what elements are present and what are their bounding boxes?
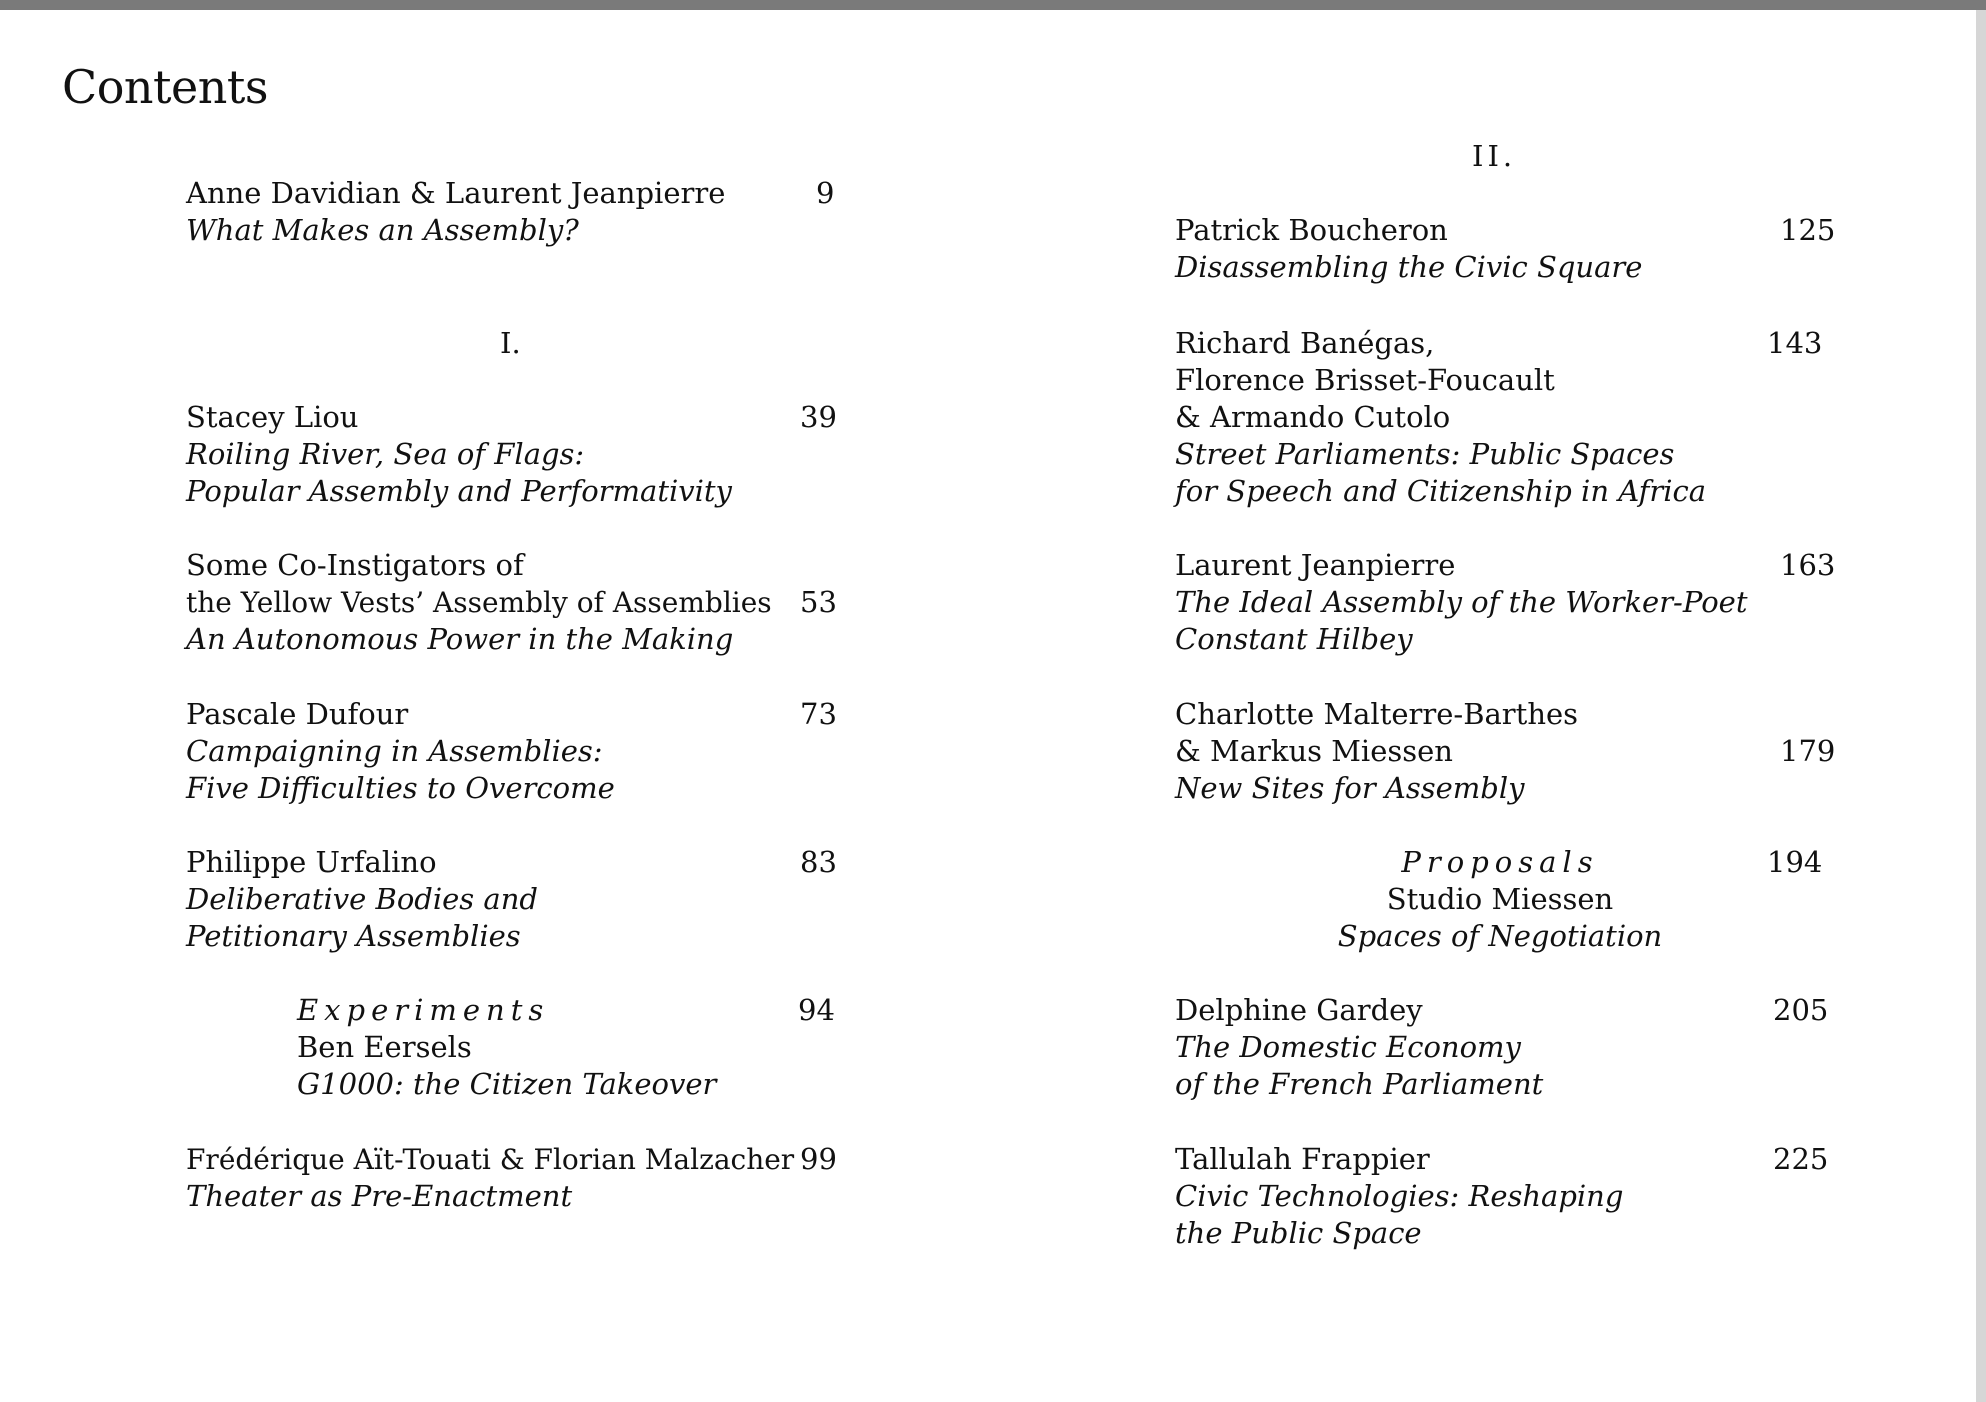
toc-page-number: 94 <box>798 993 835 1027</box>
toc-page-number: 73 <box>800 697 837 731</box>
toc-page-number: 125 <box>1780 213 1836 247</box>
toc-title: Campaigning in Assemblies: <box>186 734 603 768</box>
toc-author: Anne Davidian & Laurent Jeanpierre <box>186 176 726 210</box>
toc-title: The Ideal Assembly of the Worker-Poet <box>1175 585 1748 619</box>
toc-title: Street Parliaments: Public Spaces <box>1175 437 1675 471</box>
toc-entry-liou <box>186 399 732 510</box>
toc-title: the Public Space <box>1175 1216 1422 1250</box>
toc-title: G1000: the Citizen Takeover <box>297 1067 717 1101</box>
toc-title: Constant Hilbey <box>1175 622 1413 656</box>
toc-entry-yellow-vests <box>186 547 772 658</box>
proposals-label: Proposals <box>1401 845 1599 879</box>
toc-entry-intro <box>186 175 725 249</box>
toc-author: Studio Miessen <box>1386 882 1614 916</box>
toc-entry-boucheron <box>1175 212 1642 286</box>
document-page <box>0 10 1976 1402</box>
toc-title: Popular Assembly and Performativity <box>186 474 732 508</box>
toc-entry-frappier <box>1175 1141 1623 1252</box>
section-label-i: I. <box>500 326 521 360</box>
toc-entry-gardey <box>1175 992 1543 1103</box>
toc-title: of the French Parliament <box>1175 1067 1544 1101</box>
page-title: Contents <box>62 60 268 114</box>
toc-author: Tallulah Frappier <box>1175 1142 1430 1176</box>
toc-author: & Markus Miessen <box>1175 734 1453 768</box>
toc-author: & Armando Cutolo <box>1175 400 1451 434</box>
toc-entry-jeanpierre <box>1175 547 1747 658</box>
toc-page-number: 143 <box>1767 326 1823 360</box>
toc-page-number: 194 <box>1767 845 1823 879</box>
toc-title: for Speech and Citizenship in Africa <box>1175 474 1707 508</box>
toc-page-number: 83 <box>800 845 837 879</box>
toc-author: Laurent Jeanpierre <box>1175 548 1456 582</box>
toc-page-number: 163 <box>1780 548 1836 582</box>
toc-author: Charlotte Malterre-Barthes <box>1175 697 1579 731</box>
toc-page-number: 39 <box>800 400 837 434</box>
toc-title: New Sites for Assembly <box>1175 771 1525 805</box>
toc-entry-dufour <box>186 696 615 807</box>
toc-author: Delphine Gardey <box>1175 993 1423 1027</box>
toc-title: Disassembling the Civic Square <box>1175 250 1643 284</box>
toc-author: Some Co-Instigators of <box>186 548 524 582</box>
toc-title: Petitionary Assemblies <box>186 919 521 953</box>
toc-author: Pascale Dufour <box>186 697 409 731</box>
toc-entry-ait-touati <box>186 1141 794 1215</box>
toc-page-number: 225 <box>1773 1142 1829 1176</box>
toc-author: Patrick Boucheron <box>1175 213 1448 247</box>
toc-title: Theater as Pre-Enactment <box>186 1179 573 1213</box>
toc-entry-experiments <box>297 992 716 1103</box>
toc-author: the Yellow Vests’ Assembly of Assemblies <box>186 586 772 619</box>
toc-author: Stacey Liou <box>186 400 359 434</box>
toc-author: Frédérique Aït-Touati & Florian Malzacher <box>186 1143 795 1176</box>
toc-author: Ben Eersels <box>297 1030 472 1064</box>
toc-author: Florence Brisset-Foucault <box>1175 363 1555 397</box>
experiments-label: Experiments <box>297 993 550 1027</box>
toc-page-number: 179 <box>1780 734 1836 768</box>
toc-title: Roiling River, Sea of Flags: <box>186 437 585 471</box>
toc-page-number: 53 <box>800 585 837 619</box>
section-label-ii: II. <box>1472 139 1517 173</box>
toc-entry-banegas <box>1175 325 1706 510</box>
toc-entry-malterre-barthes <box>1175 696 1578 807</box>
toc-title: Civic Technologies: Reshaping <box>1175 1179 1624 1213</box>
toc-page-number: 9 <box>816 176 835 210</box>
toc-entry-proposals <box>1300 844 1700 955</box>
toc-page-number: 99 <box>800 1142 837 1176</box>
toc-title: The Domestic Economy <box>1175 1030 1521 1064</box>
toc-entry-urfalino <box>186 844 538 955</box>
viewer-edge <box>1976 10 1986 1402</box>
toc-page-number: 205 <box>1773 993 1829 1027</box>
toc-title: An Autonomous Power in the Making <box>186 622 734 656</box>
toc-author: Philippe Urfalino <box>186 845 437 879</box>
toc-author: Richard Banégas, <box>1175 326 1435 360</box>
toc-title: Spaces of Negotiation <box>1337 919 1663 953</box>
toc-title: Deliberative Bodies and <box>186 882 538 916</box>
toc-title: What Makes an Assembly? <box>186 213 579 247</box>
toc-title: Five Difficulties to Overcome <box>186 771 615 805</box>
